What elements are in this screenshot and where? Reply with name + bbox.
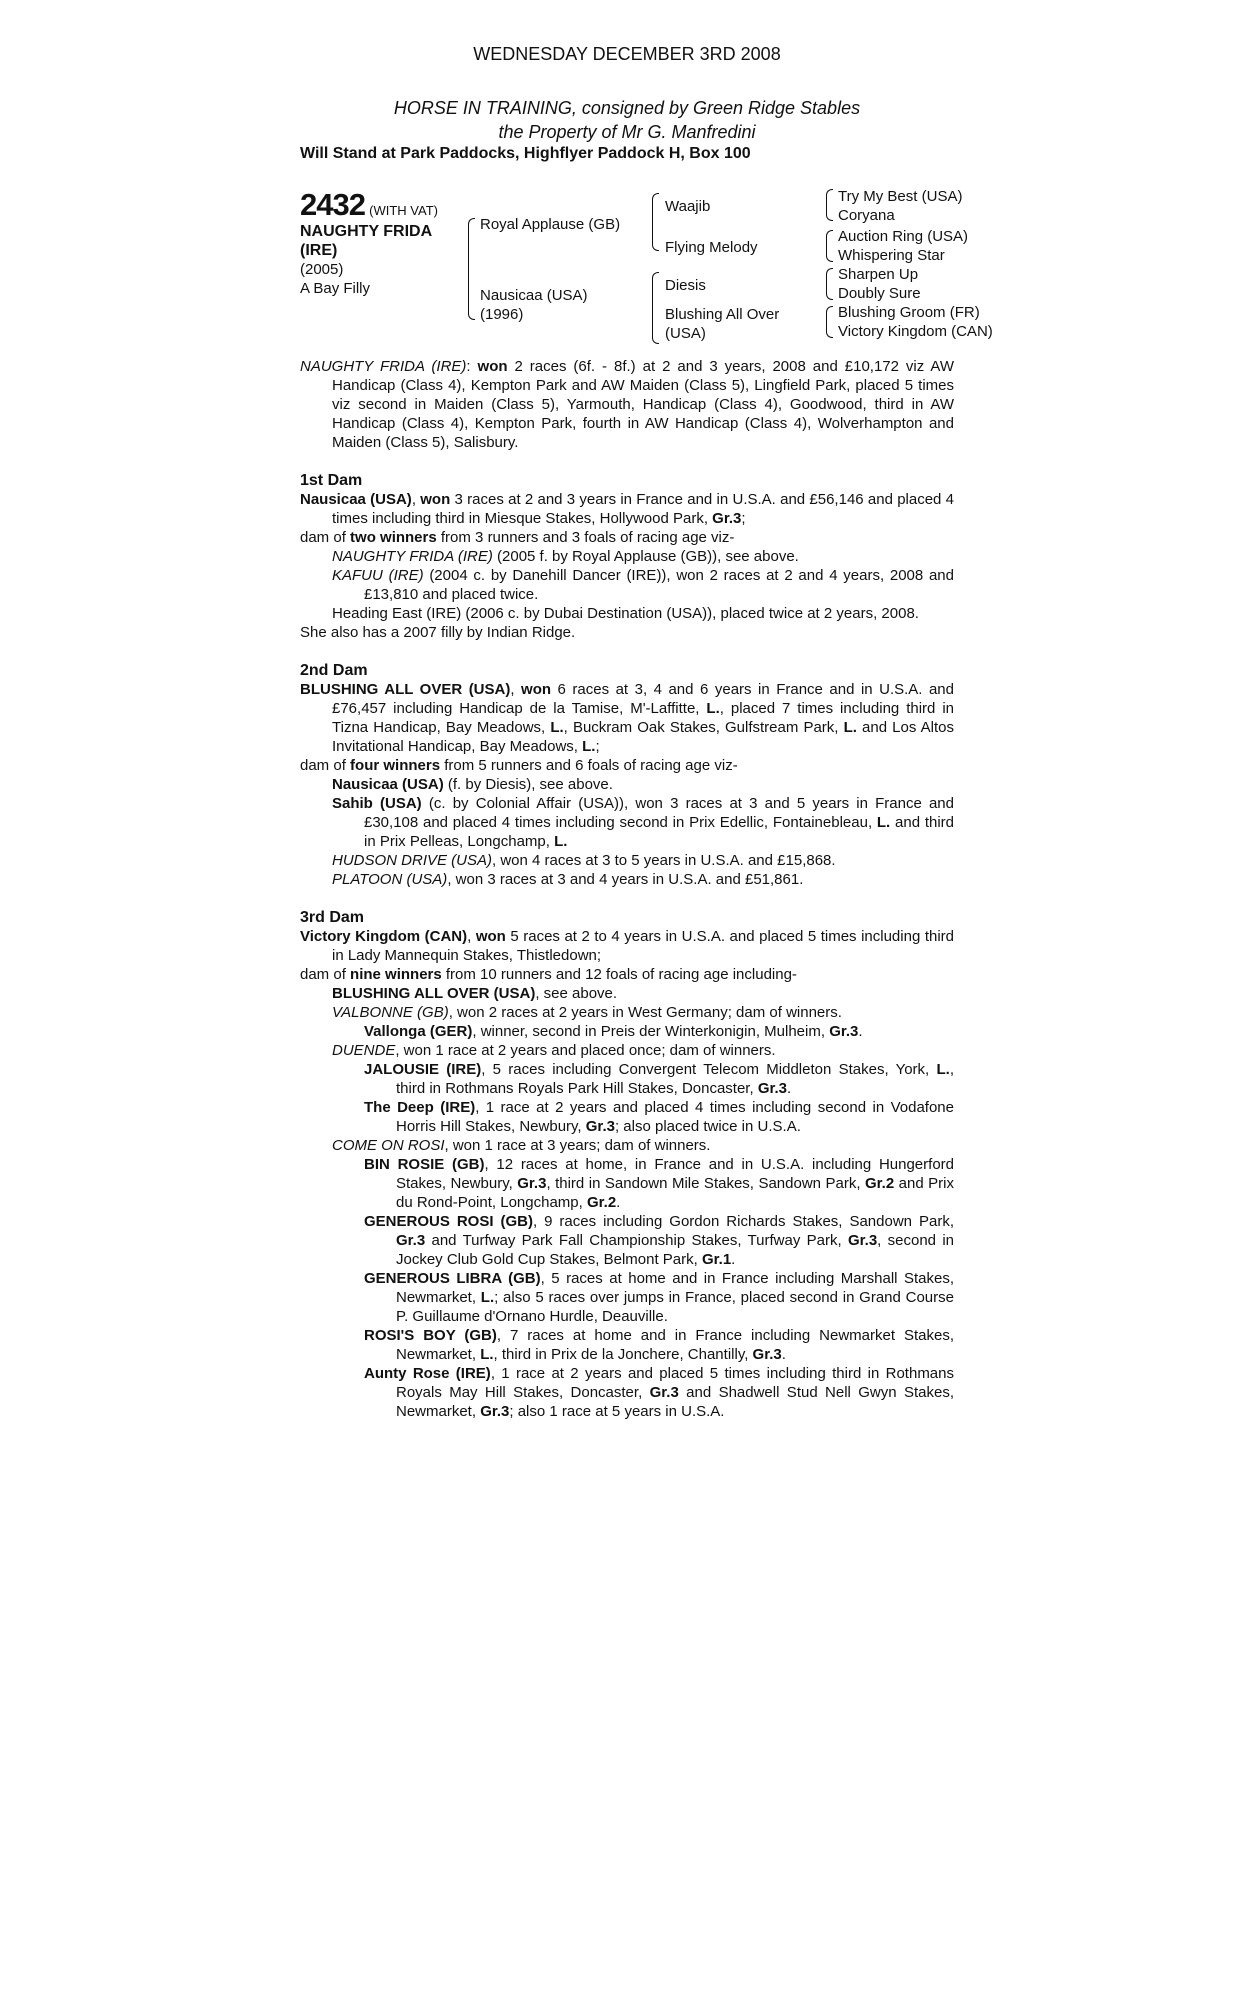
grandproduce-item: Vallonga (GER), winner, second in Preis der Winterkonigin, Mulheim, Gr.3. [364, 1023, 863, 1040]
ssd: Coryana [838, 207, 895, 224]
dss: Sharpen Up [838, 266, 919, 283]
produce-item: NAUGHTY FRIDA (IRE) (2005 f. by Royal Applause (GB)), see above. [332, 548, 799, 565]
sire-sire: Waajib [665, 198, 711, 215]
produce-item: KAFUU (IRE) (2004 c. by Danehill Dancer (IRE)), won 2 races at 2 and 4 years, 2008 and £13,810 and placed twice. [332, 567, 954, 603]
produce-item: VALBONNE (GB), won 2 races at 2 years in West Germany; dam of winners. [332, 1004, 842, 1021]
brace-1 [826, 189, 833, 221]
produce-item: Sahib (USA) (c. by Colonial Affair (USA)), won 3 races at 3 and 5 years in France and £30,108 and placed 4 times including second in Prix Edellic, Fontainebleau, L. and third in Prix Pelleas, Longchamp, L. [332, 795, 954, 850]
produce-item: DUENDE, won 1 race at 2 years and placed once; dam of winners. [332, 1042, 776, 1059]
sds: Auction Ring (USA) [838, 228, 969, 245]
horse-description: A Bay Filly [300, 280, 371, 297]
dam-sire: Diesis [665, 277, 706, 294]
sire: Royal Applause (GB) [480, 216, 621, 233]
second-dam-produce: dam of four winners from 5 runners and 6 foals of racing age viz- [300, 757, 738, 774]
first-dam-record: Nausicaa (USA), won 3 races at 2 and 3 years in France and in U.S.A. and £56,146 and placed 4 times including third in Miesque Stakes, Hollywood Park, Gr.3; [300, 491, 955, 527]
grandproduce-item: The Deep (IRE), 1 race at 2 years and placed 4 times including second in Vodafone Horris Hill Stakes, Newbury, Gr.3; also placed twice in U.S.A. [364, 1099, 954, 1135]
sss: Try My Best (USA) [838, 188, 963, 205]
produce-note: She also has a 2007 filly by Indian Ridge. [300, 624, 576, 641]
foaling-year: (2005) [300, 261, 344, 278]
dsd: Doubly Sure [838, 285, 921, 302]
brace-dam-parents [652, 272, 659, 344]
owner-line: the Property of Mr G. Manfredini [498, 122, 756, 142]
grandproduce-item: BIN ROSIE (GB), 12 races at home, in France and in U.S.A. including Hungerford Stakes, Newbury, Gr.3, third in Sandown Mile Stakes, Sandown Park, Gr.2 and Prix du Rond-Point, Longchamp, Gr.2. [364, 1156, 955, 1211]
dam-year: (1996) [480, 306, 524, 323]
grandproduce-item: JALOUSIE (IRE), 5 races including Convergent Telecom Middleton Stakes, York, L., third in Rothmans Royals Park Hill Stakes, Doncaster, Gr.3. [364, 1061, 954, 1097]
grandproduce-item: GENEROUS ROSI (GB), 9 races including Gordon Richards Stakes, Sandown Park, Gr.3 and Turfway Park Fall Championship Stakes, Turfway Park, Gr.3, second in Jockey Club Gold Cup Stakes, Belmont Park, Gr.1. [364, 1213, 955, 1268]
brace-2 [826, 230, 833, 262]
second-dam-heading: 2nd Dam [300, 662, 368, 679]
brace-sire-parents [652, 193, 659, 251]
ddd: Victory Kingdom (CAN) [838, 323, 993, 340]
produce-item: COME ON ROSI, won 1 race at 3 years; dam of winners. [332, 1137, 711, 1154]
sale-date: WEDNESDAY DECEMBER 3RD 2008 [473, 44, 781, 64]
produce-item: BLUSHING ALL OVER (USA), see above. [332, 985, 618, 1002]
first-dam-heading: 1st Dam [300, 472, 363, 489]
catalogue-body [300, 357, 954, 1421]
first-dam-produce: dam of two winners from 3 runners and 3 foals of racing age viz- [300, 529, 735, 546]
produce-item: PLATOON (USA), won 3 races at 3 and 4 years in U.S.A. and £51,861. [332, 871, 804, 888]
brace-3 [826, 268, 833, 300]
dds: Blushing Groom (FR) [838, 304, 980, 321]
third-dam-produce: dam of nine winners from 10 runners and 12 foals of racing age including- [300, 966, 797, 983]
produce-item: Nausicaa (USA) (f. by Diesis), see above. [332, 776, 613, 793]
consignor-line: HORSE IN TRAINING, consigned by Green Ridge Stables [393, 98, 861, 118]
horse-record: NAUGHTY FRIDA (IRE): won 2 races (6f. - 8f.) at 2 and 3 years, 2008 and £10,172 viz AW Handicap (Class 4), Kempton Park and AW Maiden (Class 5), Lingfield Park, placed 5 times viz second in Maiden (Class 5), Yarmouth, Handicap (Class 4), Goodwood, third in AW Handicap (Class 4), Kempton Park, fourth in AW Handicap (Class 4), Wolverhampton and Maiden (Class 5), Salisbury. [300, 358, 955, 451]
third-dam-record: Victory Kingdom (CAN), won 5 races at 2 to 4 years in U.S.A. and placed 5 times including third in Lady Mannequin Stakes, Thistledown; [300, 928, 954, 964]
sdd: Whispering Star [838, 247, 945, 264]
stand-location: Will Stand at Park Paddocks, Highflyer Paddock H, Box 100 [300, 145, 751, 162]
dam-dam: Blushing All Over [665, 306, 780, 323]
produce-item: Heading East (IRE) (2006 c. by Dubai Destination (USA)), placed twice at 2 years, 2008. [332, 605, 919, 622]
grandproduce-item: Aunty Rose (IRE), 1 race at 2 years and placed 5 times including third in Rothmans Royals May Hill Stakes, Doncaster, Gr.3 and Shadwell Stud Nell Gwyn Stakes, Newmarket, Gr.3; also 1 race at 5 years in U.S.A. [364, 1365, 954, 1420]
grandproduce-item: ROSI'S BOY (GB), 7 races at home and in France including Newmarket Stakes, Newmarket, L., third in Prix de la Jonchere, Chantilly, Gr.3. [364, 1327, 954, 1363]
lot-info [300, 188, 480, 298]
second-dam-record: BLUSHING ALL OVER (USA), won 6 races at 3, 4 and 6 years in France and in U.S.A. and £76,457 including Handicap de la Tamise, M'-Laffitte, L., placed 7 times including third in Tizna Handicap, Bay Meadows, L., Buckram Oak Stakes, Gulfstream Park, L. and Los Altos Invitational Handicap, Bay Meadows, L.; [300, 681, 955, 755]
vat-note: (WITH VAT) [369, 203, 438, 218]
dam-dam-origin: (USA) [665, 325, 706, 342]
horse-name: NAUGHTY FRIDA [300, 223, 433, 240]
horse-origin: (IRE) [300, 242, 338, 259]
sire-dam: Flying Melody [665, 239, 758, 256]
brace-sire-dam [468, 218, 475, 320]
grandproduce-item: GENEROUS LIBRA (GB), 5 races at home and in France including Marshall Stakes, Newmarket, L.; also 5 races over jumps in France, placed second in Grand Course P. Guillaume d'Ornano Hurdle, Deauville. [364, 1270, 954, 1325]
dam: Nausicaa (USA) [480, 287, 588, 304]
lot-number: 2432 [300, 187, 365, 222]
third-dam-heading: 3rd Dam [300, 909, 365, 926]
produce-item: HUDSON DRIVE (USA), won 4 races at 3 to 5 years in U.S.A. and £15,868. [332, 852, 836, 869]
brace-4 [826, 306, 833, 338]
